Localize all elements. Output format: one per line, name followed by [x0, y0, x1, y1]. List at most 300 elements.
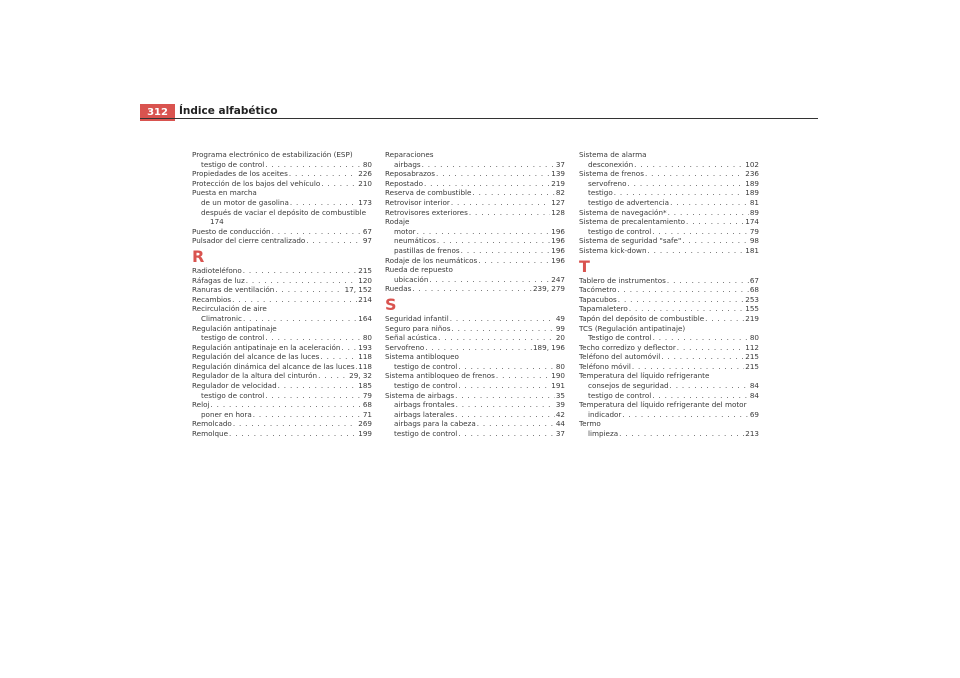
dot-leader: [677, 343, 744, 353]
index-entry: [579, 276, 759, 286]
dot-leader: [614, 188, 745, 198]
page-number: 312: [140, 104, 175, 121]
index-entry: [192, 400, 372, 410]
index-entry: [385, 391, 565, 401]
index-subentry: [385, 160, 565, 170]
index-subentry: [385, 275, 565, 285]
dot-leader: [450, 314, 555, 324]
entry-term: Sistema de seguridad "safe": [579, 236, 682, 246]
dot-leader: [422, 160, 555, 170]
entry-pages: 17, 152: [344, 285, 372, 295]
index-subentry: 174: [210, 217, 224, 227]
dot-leader: [455, 391, 555, 401]
entry-term: Señal acústica: [385, 333, 438, 343]
entry-pages: 247: [551, 274, 565, 284]
index-subentry: [579, 179, 759, 189]
entry-term: Regulador de la altura del cinturón: [192, 371, 318, 381]
index-subentry: [579, 333, 759, 343]
entry-pages: 219: [745, 313, 759, 323]
entry-pages: 79: [362, 390, 372, 400]
dot-leader: [686, 217, 744, 227]
entry-pages: 20: [555, 333, 565, 343]
entry-term: testigo de control: [394, 429, 458, 439]
entry-term: Puesto de conducción: [192, 226, 271, 236]
entry-term: Climatronic: [201, 313, 242, 323]
index-entry: [579, 217, 759, 227]
dot-leader: [424, 179, 550, 189]
dot-leader: [661, 352, 744, 362]
entry-term: Teléfono del automóvil: [579, 352, 661, 362]
entry-pages: 69: [749, 409, 759, 419]
index-subentry: [192, 198, 372, 208]
entry-term: Remolcado: [192, 419, 232, 429]
entry-pages: 239, 279: [532, 284, 565, 294]
dot-leader: [451, 324, 554, 334]
dot-leader: [682, 236, 749, 246]
dot-leader: [478, 256, 550, 266]
dot-leader: [469, 208, 550, 218]
dot-leader: [417, 227, 551, 237]
dot-leader: [456, 400, 555, 410]
entry-term: Ranuras de ventilación: [192, 285, 275, 295]
entry-pages: 164: [358, 313, 372, 323]
entry-pages: 128: [551, 207, 565, 217]
index-entry: [385, 371, 565, 381]
dot-leader: [233, 419, 357, 429]
entry-term: indicador: [588, 409, 622, 419]
index-subentry: [385, 362, 565, 372]
entry-term: Regulación del alcance de las luces: [192, 352, 320, 362]
index-subentry: [579, 160, 759, 170]
entry-term: pastillas de frenos: [394, 245, 460, 255]
entry-term: airbags frontales: [394, 400, 455, 410]
entry-pages: 193: [358, 342, 372, 352]
dot-leader: [265, 333, 362, 343]
entry-pages: 80: [362, 159, 372, 169]
dot-leader: [629, 304, 744, 314]
index-subentry: [385, 381, 565, 391]
entry-pages: 118: [358, 361, 372, 371]
dot-leader: [455, 410, 555, 420]
index-subentry: después de vaciar el depósito de combustible: [201, 207, 366, 217]
entry-pages: 80: [749, 333, 759, 343]
entry-pages: 67: [749, 275, 759, 285]
dot-leader: [627, 179, 744, 189]
entry-term: Pulsador del cierre centralizado: [192, 236, 306, 246]
entry-pages: 139: [551, 169, 565, 179]
entry-term: Seguro para niños: [385, 323, 451, 333]
dot-leader: [320, 352, 357, 362]
index-heading: Puesta en marcha: [192, 188, 257, 198]
entry-term: airbags: [394, 159, 421, 169]
entry-term: Regulador de velocidad: [192, 381, 277, 391]
dot-leader: [634, 160, 744, 170]
index-entry: [192, 276, 372, 286]
index-column-1: [192, 150, 372, 439]
index-subentry: [385, 400, 565, 410]
entry-term: testigo de advertencia: [588, 197, 670, 207]
entry-pages: 214: [358, 294, 372, 304]
index-heading: Temperatura del líquido refrigerante del motor: [579, 400, 747, 410]
dot-leader: [645, 169, 744, 179]
entry-term: Remolque: [192, 429, 229, 439]
dot-leader: [668, 208, 749, 218]
entry-term: servofreno: [588, 178, 627, 188]
entry-term: Sistema de airbags: [385, 390, 455, 400]
index-subentry: [385, 246, 565, 256]
dot-leader: [632, 362, 744, 372]
index-subentry: [579, 381, 759, 391]
entry-pages: 120: [358, 275, 372, 285]
dot-leader: [265, 160, 362, 170]
index-entry: [579, 352, 759, 362]
dot-leader: [321, 179, 357, 189]
index-entry: [579, 343, 759, 353]
entry-pages: 99: [555, 323, 565, 333]
entry-term: desconexión: [588, 159, 634, 169]
index-entry: [192, 236, 372, 246]
entry-pages: 81: [749, 197, 759, 207]
dot-leader: [232, 295, 357, 305]
index-subentry: [385, 227, 565, 237]
entry-pages: 196: [551, 245, 565, 255]
entry-term: Sistema de navegación*: [579, 207, 667, 217]
entry-pages: 215: [358, 265, 372, 275]
section-letter: R: [192, 246, 205, 266]
index-entry: [385, 314, 565, 324]
dot-leader: [278, 381, 358, 391]
index-entry: [192, 371, 372, 381]
index-entry: [385, 198, 565, 208]
index-entry: [385, 324, 565, 334]
index-entry: [385, 169, 565, 179]
dot-leader: [705, 314, 744, 324]
index-entry: [385, 256, 565, 266]
index-entry: [192, 381, 372, 391]
dot-leader: [243, 266, 358, 276]
dot-leader: [670, 198, 749, 208]
entry-pages: 118: [358, 352, 372, 362]
dot-leader: [618, 295, 744, 305]
entry-term: ubicación: [394, 274, 429, 284]
index-heading: Temperatura del líquido refrigerante: [579, 371, 710, 381]
entry-term: testigo de control: [588, 390, 652, 400]
index-entry: [385, 333, 565, 343]
entry-pages: 226: [358, 169, 372, 179]
index-entry: [579, 304, 759, 314]
entry-term: Sistema kick-down: [579, 245, 647, 255]
entry-term: neumáticos: [394, 236, 436, 246]
entry-pages: 155: [745, 304, 759, 314]
index-heading: Rueda de repuesto: [385, 265, 453, 275]
entry-pages: 215: [745, 361, 759, 371]
entry-pages: 189: [745, 178, 759, 188]
index-column-3: [579, 150, 759, 439]
entry-pages: 181: [745, 245, 759, 255]
index-entry: [579, 246, 759, 256]
section-letter: T: [579, 256, 590, 276]
dot-leader: [210, 400, 361, 410]
dot-leader: [265, 391, 362, 401]
entry-term: Tapón del depósito de combustible: [579, 313, 705, 323]
index-entry: [192, 295, 372, 305]
entry-pages: 112: [745, 342, 759, 352]
dot-leader: [425, 343, 532, 353]
index-entry: [385, 179, 565, 189]
entry-term: testigo de control: [394, 381, 458, 391]
entry-pages: 37: [555, 159, 565, 169]
dot-leader: [496, 371, 550, 381]
dot-leader: [253, 410, 362, 420]
entry-term: Rodaje de los neumáticos: [385, 255, 478, 265]
entry-pages: 68: [362, 400, 372, 410]
entry-term: Seguridad infantil: [385, 313, 449, 323]
entry-pages: 67: [362, 226, 372, 236]
entry-pages: 29, 32: [349, 371, 372, 381]
index-subentry: [579, 188, 759, 198]
entry-term: Sistema antibloqueo de frenos: [385, 371, 495, 381]
index-heading: TCS (Regulación antipatinaje): [579, 323, 686, 333]
dot-leader: [306, 236, 362, 246]
index-heading: Reparaciones: [385, 150, 434, 159]
entry-pages: 127: [551, 197, 565, 207]
page-title: Índice alfabético: [179, 105, 278, 117]
entry-term: Teléfono móvil: [579, 361, 631, 371]
dot-leader: [477, 419, 555, 429]
dot-leader: [429, 275, 550, 285]
entry-pages: 80: [362, 333, 372, 343]
dot-leader: [318, 371, 348, 381]
entry-pages: 174: [745, 217, 759, 227]
dot-leader: [622, 410, 748, 420]
entry-term: Techo corredizo y deflector: [579, 342, 676, 352]
index-entry: [579, 285, 759, 295]
entry-term: poner en hora: [201, 409, 252, 419]
entry-term: Propiedades de los aceites: [192, 169, 288, 179]
entry-pages: 213: [745, 429, 759, 439]
entry-term: Ruedas: [385, 284, 412, 294]
entry-term: testigo de control: [588, 226, 652, 236]
index-subentry: [579, 410, 759, 420]
index-heading: Recirculación de aire: [192, 304, 267, 314]
index-subentry: [385, 236, 565, 246]
entry-pages: 102: [745, 159, 759, 169]
entry-term: de un motor de gasolina: [201, 197, 289, 207]
entry-pages: 42: [555, 409, 565, 419]
entry-pages: 82: [555, 188, 565, 198]
entry-pages: 185: [358, 381, 372, 391]
dot-leader: [670, 381, 749, 391]
header-rule: [140, 118, 818, 119]
index-entry: [385, 188, 565, 198]
index-subentry: [385, 429, 565, 439]
index-heading: Programa electrónico de estabilización (ESP): [192, 150, 353, 159]
entry-term: motor: [394, 226, 416, 236]
dot-leader: [436, 169, 550, 179]
index-heading: Sistema antibloqueo: [385, 352, 459, 362]
dot-leader: [619, 429, 744, 439]
entry-pages: 80: [555, 361, 565, 371]
entry-pages: 196: [551, 255, 565, 265]
entry-term: testigo de control: [201, 159, 265, 169]
index-entry: [192, 227, 372, 237]
index-subentry: [385, 419, 565, 429]
entry-pages: 189, 196: [532, 342, 565, 352]
index-subentry: [579, 391, 759, 401]
entry-term: testigo: [588, 188, 613, 198]
dot-leader: [667, 276, 749, 286]
dot-leader: [356, 362, 358, 372]
entry-term: Tapacubos: [579, 294, 617, 304]
entry-pages: 89: [749, 207, 759, 217]
dot-leader: [275, 285, 343, 295]
entry-pages: 79: [749, 226, 759, 236]
index-entry: [192, 285, 372, 295]
dot-leader: [472, 188, 554, 198]
index-subentry: [192, 410, 372, 420]
entry-pages: 98: [749, 236, 759, 246]
entry-pages: 253: [745, 294, 759, 304]
entry-pages: 199: [358, 429, 372, 439]
dot-leader: [451, 198, 550, 208]
dot-leader: [461, 246, 551, 256]
dot-leader: [246, 276, 358, 286]
entry-term: limpieza: [588, 429, 619, 439]
entry-pages: 44: [555, 419, 565, 429]
index-heading: Rodaje: [385, 217, 410, 227]
entry-term: Reloj: [192, 400, 210, 410]
index-entry: [192, 343, 372, 353]
dot-leader: [341, 343, 357, 353]
dot-leader: [229, 429, 357, 439]
entry-pages: 84: [749, 390, 759, 400]
entry-term: Retrovisor interior: [385, 197, 450, 207]
index-entry: [385, 284, 565, 294]
entry-pages: 191: [551, 381, 565, 391]
dot-leader: [458, 362, 555, 372]
dot-leader: [289, 169, 357, 179]
entry-term: testigo de control: [201, 390, 265, 400]
index-entry: [385, 343, 565, 353]
entry-pages: 49: [555, 313, 565, 323]
dot-leader: [617, 285, 748, 295]
index-subentry: [192, 333, 372, 343]
entry-term: Reposabrazos: [385, 169, 436, 179]
index-heading: Sistema de alarma: [579, 150, 647, 159]
section-letter: S: [385, 294, 397, 314]
entry-term: Regulación dinámica del alcance de las luces: [192, 361, 355, 371]
entry-term: Regulación antipatinaje en la aceleración: [192, 342, 341, 352]
index-entry: [192, 179, 372, 189]
index-subentry: [579, 227, 759, 237]
entry-pages: 97: [362, 236, 372, 246]
entry-term: consejos de seguridad: [588, 381, 669, 391]
entry-term: Servofreno: [385, 342, 425, 352]
index-heading: Termo: [579, 419, 601, 429]
dot-leader: [438, 333, 555, 343]
dot-leader: [653, 333, 749, 343]
index-subentry: [579, 429, 759, 439]
entry-term: Tapamaletero: [579, 304, 628, 314]
dot-leader: [272, 227, 362, 237]
index-entry: [579, 208, 759, 218]
entry-pages: 68: [749, 285, 759, 295]
index-entry: [579, 169, 759, 179]
entry-term: Sistema de precalentamiento: [579, 217, 686, 227]
index-entry: [192, 429, 372, 439]
entry-term: testigo de control: [394, 361, 458, 371]
index-entry: [579, 362, 759, 372]
entry-pages: 219: [551, 178, 565, 188]
dot-leader: [652, 391, 749, 401]
entry-term: Protección de los bajos del vehículo: [192, 178, 321, 188]
entry-term: Reserva de combustible: [385, 188, 472, 198]
entry-term: Recambios: [192, 294, 232, 304]
entry-pages: 215: [745, 352, 759, 362]
index-subentry: [192, 391, 372, 401]
index-subentry: [579, 198, 759, 208]
index-subentry: [385, 410, 565, 420]
entry-pages: 173: [358, 197, 372, 207]
entry-term: Tablero de instrumentos: [579, 275, 666, 285]
entry-term: airbags para la cabeza: [394, 419, 476, 429]
index-entry: [579, 236, 759, 246]
entry-term: Ráfagas de luz: [192, 275, 245, 285]
entry-pages: 196: [551, 226, 565, 236]
dot-leader: [458, 429, 555, 439]
dot-leader: [437, 236, 550, 246]
entry-term: testigo de control: [201, 333, 265, 343]
index-entry: [579, 314, 759, 324]
entry-pages: 71: [362, 409, 372, 419]
index-column-2: [385, 150, 565, 439]
entry-pages: 196: [551, 236, 565, 246]
entry-pages: 37: [555, 429, 565, 439]
index-subentry: [192, 160, 372, 170]
entry-term: Testigo de control: [588, 333, 652, 343]
entry-term: Retrovisores exteriores: [385, 207, 468, 217]
index-entry: [192, 352, 372, 362]
index-entry: [192, 362, 372, 372]
index-entry: [192, 419, 372, 429]
index-subentry: [192, 314, 372, 324]
entry-pages: 269: [358, 419, 372, 429]
dot-leader: [652, 227, 749, 237]
dot-leader: [412, 284, 532, 294]
entry-term: Sistema de frenos: [579, 169, 644, 179]
entry-pages: 189: [745, 188, 759, 198]
entry-pages: 35: [555, 390, 565, 400]
entry-term: Repostado: [385, 178, 423, 188]
index-entry: [579, 295, 759, 305]
entry-pages: 210: [358, 178, 372, 188]
index-entry: [192, 266, 372, 276]
entry-term: Radioteléfono: [192, 265, 242, 275]
entry-term: airbags laterales: [394, 409, 455, 419]
entry-pages: 39: [555, 400, 565, 410]
index-heading: Regulación antipatinaje: [192, 323, 277, 333]
dot-leader: [290, 198, 357, 208]
index-entry: [385, 208, 565, 218]
dot-leader: [458, 381, 550, 391]
entry-pages: 190: [551, 371, 565, 381]
index-entry: [192, 169, 372, 179]
dot-leader: [648, 246, 745, 256]
entry-term: Tacómetro: [579, 285, 617, 295]
entry-pages: 236: [745, 169, 759, 179]
entry-pages: 84: [749, 381, 759, 391]
dot-leader: [243, 314, 357, 324]
